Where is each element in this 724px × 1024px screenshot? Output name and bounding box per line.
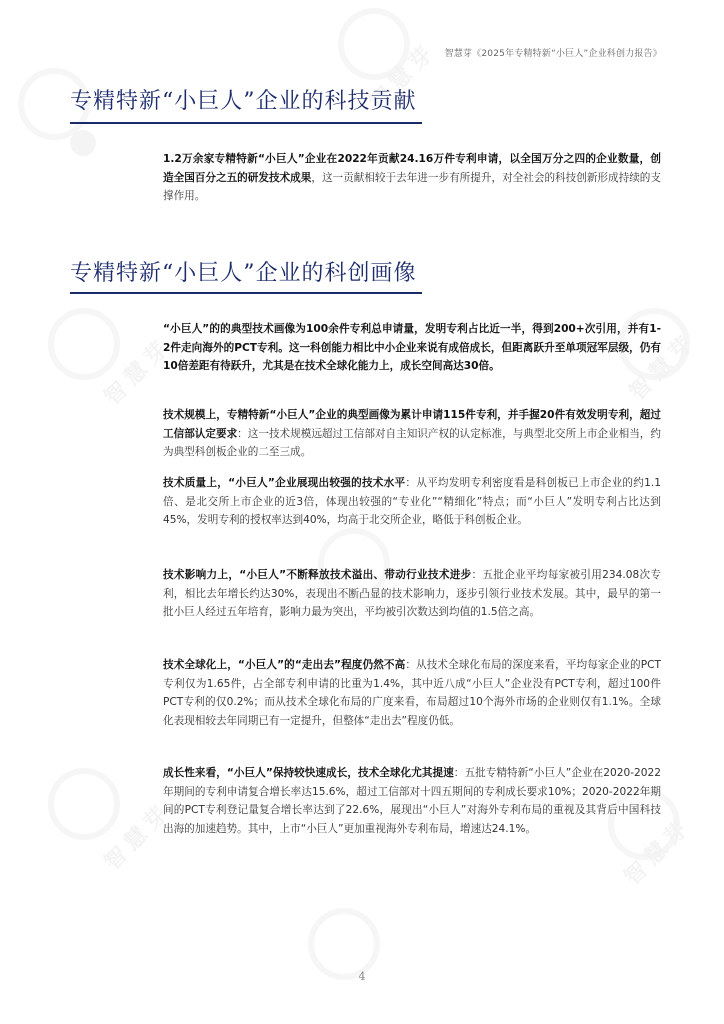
paragraph-lead: 成长性来看，“小巨人”保持较快速成长，技术全球化尤其提速 — [163, 767, 454, 779]
watermark-logo — [10, 60, 130, 180]
paragraph-lead: 技术影响力上，“小巨人”不断释放技术溢出、带动行业技术进步 — [163, 569, 472, 581]
paragraph-lead: 技术全球化上，“小巨人”的“走出去”程度仍然不高 — [163, 659, 406, 671]
watermark-logo: 智慧芽 — [40, 760, 160, 880]
watermark-logo: 智慧芽 — [330, 0, 450, 120]
paragraph-body: ：五批专精特新“小巨人”企业在2020-2022年期间的专利申请复合增长率达15.6%，超过工信部对十四五期间的专利成长要求10%；2020-2022年期间的PCT专利登记量复合增长率达到了22.6%，展现出“小巨人”对海外专利布局的重视及其背后中国科技出海的加速趋势。其中，上市“小巨人”更加重视海外专利布局，增速达24.1%。 — [163, 767, 661, 835]
paragraph — [163, 320, 661, 376]
paragraph — [163, 150, 661, 206]
paragraph-lead: “小巨人”的的典型技术画像为100余件专利总申请量，发明专利占比近一半，得到200+次引用，并有1-2件走向海外的PCT专利。这一科创能力相比中小企业来说有成倍成长，但距离跃升至单项冠军层级，仍有10倍差距有待跃升，尤其是在技术全球化能力上，成长空间高达30倍。 — [163, 323, 661, 373]
section-title-contribution: 专精特新“小巨人”企业的科技贡献 — [70, 89, 417, 114]
paragraph-body: ：从平均发明专利密度看是科创板已上市企业的约1.1倍、是北交所上市企业的近3倍，体现出较强的“专业化”“精细化”特点；而“小巨人”发明专利占比达到45%，发明专利的授权率达到40%，均高于北交所企业，略低于科创板企业。 — [163, 477, 661, 527]
paragraph-body: ，这一贡献相较于去年进一步有所提升，对全社会的科技创新形成持续的支撑作用。 — [163, 171, 661, 203]
paragraph-body: ：这一技术规模远超过工信部对自主知识产权的认定标准，与典型北交所上市企业相当，约为典型科创板企业的二至三成。 — [163, 427, 661, 459]
paragraph-body: ：五批企业平均每家被引用234.08次专利，相比去年增长约达30%，表现出不断凸显的技术影响力，逐步引领行业技术发展。其中，最早的第一批小巨人经过五年培育，影响力最为突出，平均被引次数达到均值的1.5倍之高。 — [163, 569, 661, 619]
paragraph-lead: 技术质量上，“小巨人”企业展现出较强的技术水平 — [163, 477, 406, 489]
section-title-underline — [70, 292, 422, 294]
section-title-profile: 专精特新“小巨人”企业的科创画像 — [70, 261, 417, 286]
paragraph — [163, 474, 661, 530]
section-title-underline — [70, 122, 422, 124]
report-header-note: 智慧芽《2025年专精特新“小巨人”企业科创力报告》 — [444, 49, 662, 59]
watermark-logo: 智慧芽 — [600, 780, 720, 900]
paragraph — [163, 656, 661, 730]
paragraph-lead: 1.2万余家专精特新“小巨人”企业在2022年贡献24.16万件专利申请，以全国万分之四的企业数量，创造全国百分之五的研发技术成果 — [163, 153, 661, 184]
paragraph-body: ：从技术全球化布局的深度来看，平均每家企业的PCT专利仅为1.65件，占全部专利申请的比重为1.4%，其中近八成“小巨人”企业没有PCT专利，超过100件PCT专利的仅0.2%；而从技术全球化布局的广度来看，布局超过10个海外市场的企业则仅有1.1%。全球化表现相较去年同期已有一定提升，但整体“走出去”程度仍低。 — [163, 659, 661, 727]
watermark-logo: 智慧芽 — [610, 300, 724, 420]
paragraph-lead: 技术规模上，专精特新“小巨人”企业的典型画像为累计申请115件专利，并手握20件有效发明专利，超过工信部认定要求 — [163, 409, 661, 440]
paragraph — [163, 406, 661, 462]
paragraph — [163, 764, 661, 838]
watermark-logo — [300, 900, 420, 1020]
watermark-logo: 智慧芽 — [40, 300, 160, 420]
page-number: 4 — [358, 970, 366, 983]
paragraph — [163, 566, 661, 622]
